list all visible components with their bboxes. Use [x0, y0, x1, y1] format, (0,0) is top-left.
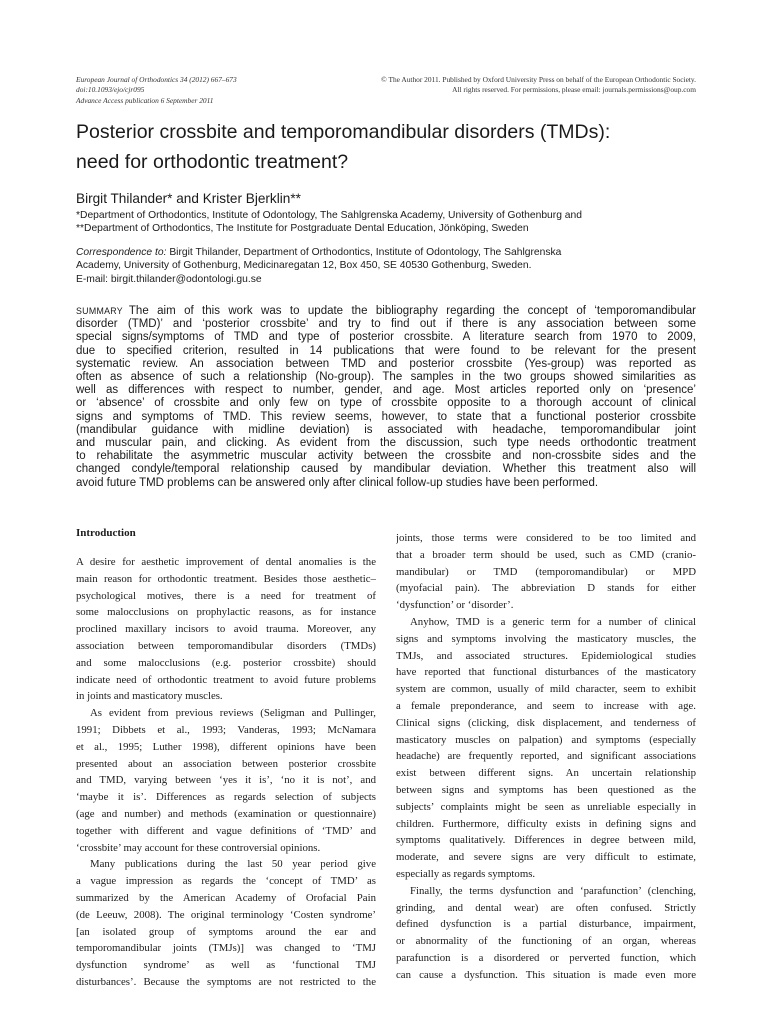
body-line: that a broader term should be used, such as CMD (cranio- — [396, 548, 696, 561]
correspondence-text: Academy, University of Gothenburg, Medicinaregatan 12, Box 450, SE 40530 Gothenburg, Sweden. — [76, 260, 532, 272]
body-line: Clinical signs (clicking, disk displacement, and tenderness of — [396, 716, 696, 729]
body-line: Many publications during the last 50 year period give — [90, 858, 376, 871]
left-column — [76, 525, 376, 991]
body-line: joints, those terms were considered to be too limited and — [396, 532, 696, 544]
body-line: (age and number) and methods (examination or questionnaire) — [76, 807, 376, 820]
body-line: can cause a dysfunction. This situation is made even more — [396, 968, 696, 981]
copyright-line: © The Author 2011. Published by Oxford University Press on behalf of the European Orthodontic Society. — [381, 75, 696, 84]
journal-citation-line: European Journal of Orthodontics 34 (2012) 667–673 — [76, 75, 237, 84]
body-line: a vague impression as regards the ‘concept of TMD’ as — [76, 875, 376, 888]
body-line: signs and symptoms involving the masticatory muscles, the — [396, 632, 696, 645]
abstract-line: often as absence of such a relationship (No-group). The samples in the two groups showed similarities as — [76, 371, 696, 384]
body-line: Finally, the terms dysfunction and ‘parafunction’ (clenching, — [410, 884, 696, 897]
abstract-line: (mandibular guidance with midline deviation) is associated with headache, temporomandibular joint — [76, 423, 696, 436]
body-line: [an isolated group of symptoms around the ear and — [76, 925, 376, 938]
abstract-line: SUMMARY The aim of this work was to update the bibliography regarding the concept of ‘temporomandibular — [76, 305, 696, 317]
body-line: mandibular) or TMD (temporomandibular) or MPD — [396, 565, 696, 578]
body-line: ‘maybe it is’. Differences as regards selection of subjects — [76, 791, 376, 804]
body-line: exist between different signs. An uncertain relationship — [396, 767, 696, 780]
body-line: have reported that functional disturbances of the masticatory — [396, 666, 696, 679]
body-line: some malocclusions on prophylactic reasons, as for instance — [76, 606, 376, 619]
body-line: grinding, and dental wear) are often confused. Strictly — [396, 901, 696, 914]
abstract-line: systematic review. An association between TMD and posterior crossbite (Yes-group) was reported as — [76, 357, 696, 370]
body-line: subjects’ complaints might be seen as unreliable especially in — [396, 800, 696, 813]
body-line: system are common, usually of mild character, seem to exhibit — [396, 683, 696, 696]
abstract-line: changed condyle/temporal relationship caused by mandibular deviation. Whether this treatment also will — [76, 463, 696, 476]
correspondence-label: Correspondence to: — [76, 247, 167, 258]
body-line: headache) are frequently reported, and significant associations — [396, 750, 696, 763]
correspondence — [76, 246, 716, 286]
body-line: proclined maxillary incisors to avoid trauma. Moreover, any — [76, 623, 376, 636]
body-line: A desire for aesthetic improvement of dental anomalies is the — [76, 556, 376, 568]
author-list: Birgit Thilander* and Krister Bjerklin** — [76, 191, 301, 206]
abstract-line: and muscular pain, and clicking. As evident from the discussion, such type needs orthodontic treatment — [76, 437, 696, 450]
body-line: indicate need of orthodontic treatment to avoid future problems — [76, 673, 376, 686]
abstract-line: special signs/symptoms of TMD and type of posterior crossbite. A literature search from 1970 to 2009, — [76, 331, 696, 344]
body-line: 1991; Dibbets et al., 1993; Vanderas, 1993; McNamara — [76, 723, 376, 736]
body-line: dysfunction syndrome’ as well as ‘functional TMJ — [76, 959, 376, 972]
affiliation-line: **Department of Orthodontics, The Institute for Postgraduate Dental Education, Jönköping, Sweden — [76, 223, 529, 235]
abstract-line: disorder (TMD)’ and ‘posterior crossbite’ and try to find out if there is any association between some — [76, 318, 696, 331]
body-line: summarized by the American Academy of Orofacial Pain — [76, 891, 376, 904]
body-line: psychological motives, there is a need for treatment of — [76, 589, 376, 602]
abstract-line: signs and symptoms of TMD. This review seems, however, to state that a functional posterior crossbite — [76, 410, 696, 423]
body-line: association between temporomandibular disorders (TMDs) — [76, 639, 376, 652]
body-line: symptoms qualitatively. Differences in degree between mild, — [396, 834, 696, 847]
abstract-line: or ‘absence’ of crossbite and only few on type of crossbite opposite to a thorough account of clinical — [76, 397, 696, 410]
body-line: temporomandibular joints (TMJs)] was changed to ‘TMJ — [76, 942, 376, 955]
article-title-line: Posterior crossbite and temporomandibular disorders (TMDs): — [76, 121, 611, 143]
copyright-line: All rights reserved. For permissions, please email: journals.permissions@oup.com — [452, 85, 696, 95]
journal-publication-line: Advance Access publication 6 September 2011 — [76, 95, 214, 105]
abstract-line: avoid future TMD problems can be answered only after clinical follow-up studies have been performed. — [76, 476, 599, 489]
abstract-line: well as differences with respect to number, gender, and age. Most articles reported only on ‘presence’ — [76, 384, 696, 397]
affiliation-line: *Department of Orthodontics, Institute of Odontology, The Sahlgrenska Academy, University of Gothenburg and — [76, 210, 582, 221]
left-column-body — [76, 554, 376, 991]
body-line: TMJs, and associated structures. Epidemiological studies — [396, 649, 696, 662]
article-title-line: need for orthodontic treatment? — [76, 151, 349, 173]
body-line: moderate, and severe signs are very difficult to estimate, — [396, 851, 696, 864]
body-line: or abnormality of the functioning of an organ, whereas — [396, 935, 696, 948]
body-line: et al., 1995; Luther 1998), different opinions have been — [76, 740, 376, 753]
body-line: in joints and masticatory muscles. — [76, 690, 223, 703]
body-line: masticatory muscles on palpation) and symptoms (especially — [396, 733, 696, 746]
body-line: Anyhow, TMD is a generic term for a number of clinical — [410, 615, 696, 628]
abstract-line: to rehabilitate the asymmetric muscular activity between the crossbite and non-crossbite sides and the — [76, 450, 696, 463]
journal-citation — [76, 75, 237, 106]
body-line: parafunction is a disordered or perverted function, which — [396, 951, 696, 964]
body-line: ‘crossbite’ may account for these controversial opinions. — [76, 841, 321, 854]
body-line: between signs and symptoms has been questioned as the — [396, 783, 696, 796]
abstract-label: SUMMARY — [76, 306, 123, 316]
correspondence-email[interactable]: E-mail: birgit.thilander@odontologi.gu.se — [76, 273, 262, 285]
abstract-line: due to specified criterion, resulted in 14 publications that were found to be relevant for the present — [76, 344, 696, 357]
body-line: disturbances’. Because the symptoms are not restricted to the — [76, 975, 376, 988]
body-line: As evident from previous reviews (Seligman and Pullinger, — [90, 707, 376, 720]
journal-doi-line: doi:10.1093/ejo/cjr095 — [76, 85, 145, 95]
affiliations — [76, 209, 716, 236]
body-line: presented about an association between posterior crossbite — [76, 757, 376, 770]
copyright-notice — [344, 75, 696, 96]
body-line: ‘dysfunction’ or ‘disorder’. — [396, 599, 514, 612]
body-line: main reason for orthodontic treatment. Besides those aesthetic– — [76, 572, 376, 585]
article-title — [76, 117, 706, 177]
body-line: children. Furthermore, difficulty exists in defining signs and — [396, 817, 696, 830]
right-column — [396, 530, 696, 984]
body-line: and some malocclusions (e.g. posterior crossbite) should — [76, 656, 376, 669]
body-line: (de Leeuw, 2008). The original terminology ‘Costen syndrome’ — [76, 908, 376, 921]
body-line: especially as regards symptoms. — [396, 867, 536, 880]
body-line: together with different and vague definitions of ‘TMD’ and — [76, 824, 376, 837]
body-line: and TMD, varying between ‘yes it is’, ‘no it is not’, and — [76, 774, 376, 787]
body-line: a female preponderance, and seem to increase with age. — [396, 699, 696, 712]
body-line: (myofacial pain). The abbreviation D stands for either — [396, 582, 696, 595]
correspondence-text: Birgit Thilander, Department of Orthodontics, Institute of Odontology, The Sahlgrenska — [166, 247, 562, 258]
body-line: defined dysfunction is a partial disturbance, impairment, — [396, 918, 696, 931]
section-heading-introduction: Introduction — [76, 527, 136, 539]
abstract — [76, 305, 696, 490]
